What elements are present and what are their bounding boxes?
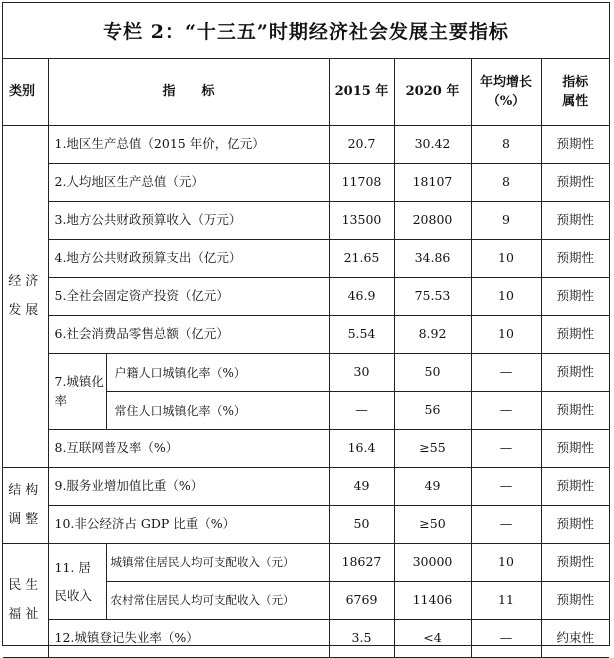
indicator-cell-income: 11. 居 民收入	[48, 544, 106, 620]
table-row	[3, 316, 609, 354]
table-row	[3, 544, 609, 582]
growth-cell: 10	[471, 544, 541, 582]
growth-cell: —	[471, 620, 541, 658]
growth-cell: —	[471, 354, 541, 392]
category-economic: 经济 发展	[3, 126, 48, 468]
attribute-cell: 预期性	[541, 316, 609, 354]
table-row	[3, 164, 609, 202]
indicator-cell-urbanization: 7.城镇化率	[48, 354, 106, 430]
header-category: 类别	[3, 59, 48, 126]
growth-cell: 8	[471, 126, 541, 164]
value-2020: <4	[394, 620, 471, 658]
attribute-cell: 预期性	[541, 468, 609, 506]
value-2020: 56	[394, 392, 471, 430]
growth-cell: —	[471, 392, 541, 430]
value-2020: 20800	[394, 202, 471, 240]
indicator-cell: 6.社会消费品零售总额（亿元）	[48, 316, 329, 354]
table-row	[3, 126, 609, 164]
sub-indicator-cell: 户籍人口城镇化率（%）	[106, 354, 329, 392]
header-growth: 年均增长 （%）	[471, 59, 541, 126]
attribute-cell: 预期性	[541, 164, 609, 202]
indicator-cell: 3.地方公共财政预算收入（万元）	[48, 202, 329, 240]
table-row	[3, 202, 609, 240]
value-2015: 30	[329, 354, 394, 392]
attribute-cell: 约束性	[541, 620, 609, 658]
value-2020: 8.92	[394, 316, 471, 354]
growth-cell: 10	[471, 240, 541, 278]
indicator-cell: 8.互联网普及率（%）	[48, 430, 329, 468]
value-2015: 46.9	[329, 278, 394, 316]
value-2015: 49	[329, 468, 394, 506]
attribute-cell: 预期性	[541, 506, 609, 544]
sub-indicator-cell: 农村常住居民人均可支配收入（元）	[106, 582, 329, 620]
value-2020: 50	[394, 354, 471, 392]
growth-cell: —	[471, 506, 541, 544]
value-2020: 18107	[394, 164, 471, 202]
value-2015: 13500	[329, 202, 394, 240]
attribute-cell: 预期性	[541, 202, 609, 240]
header-2020: 2020 年	[394, 59, 471, 126]
value-2015: 18627	[329, 544, 394, 582]
indicators-table	[3, 58, 609, 658]
growth-cell: 10	[471, 278, 541, 316]
table-row	[3, 620, 609, 658]
growth-cell: —	[471, 430, 541, 468]
table-row	[3, 430, 609, 468]
indicator-cell: 1.地区生产总值（2015 年价，亿元）	[48, 126, 329, 164]
growth-cell: 11	[471, 582, 541, 620]
indicator-cell: 12.城镇登记失业率（%）	[48, 620, 329, 658]
table-title: 专栏 2：“十三五”时期经济社会发展主要指标	[3, 3, 609, 59]
value-2020: ≥55	[394, 430, 471, 468]
sub-indicator-cell: 城镇常住居民人均可支配收入（元）	[106, 544, 329, 582]
table-frame	[2, 2, 610, 646]
value-2015: 5.54	[329, 316, 394, 354]
indicator-cell: 5.全社会固定资产投资（亿元）	[48, 278, 329, 316]
attribute-cell: 预期性	[541, 582, 609, 620]
header-row	[3, 59, 609, 126]
header-indicator: 指标	[48, 59, 329, 126]
value-2020: 34.86	[394, 240, 471, 278]
indicator-cell: 10.非公经济占 GDP 比重（%）	[48, 506, 329, 544]
growth-cell: 10	[471, 316, 541, 354]
value-2020: 75.53	[394, 278, 471, 316]
value-2015: 20.7	[329, 126, 394, 164]
attribute-cell: 预期性	[541, 392, 609, 430]
value-2015: 11708	[329, 164, 394, 202]
attribute-cell: 预期性	[541, 544, 609, 582]
attribute-cell: 预期性	[541, 354, 609, 392]
table-row	[3, 278, 609, 316]
category-structure: 结构 调整	[3, 468, 48, 544]
indicator-cell: 9.服务业增加值比重（%）	[48, 468, 329, 506]
attribute-cell: 预期性	[541, 240, 609, 278]
indicator-cell: 2.人均地区生产总值（元）	[48, 164, 329, 202]
value-2015: 6769	[329, 582, 394, 620]
growth-cell: 9	[471, 202, 541, 240]
value-2020: 30000	[394, 544, 471, 582]
table-row	[3, 240, 609, 278]
value-2015: 21.65	[329, 240, 394, 278]
indicator-cell: 4.地方公共财政预算支出（亿元）	[48, 240, 329, 278]
value-2020: 49	[394, 468, 471, 506]
growth-cell: 8	[471, 164, 541, 202]
value-2020: ≥50	[394, 506, 471, 544]
table-row	[3, 354, 609, 392]
value-2015: 3.5	[329, 620, 394, 658]
attribute-cell: 预期性	[541, 430, 609, 468]
value-2020: 11406	[394, 582, 471, 620]
header-2015: 2015 年	[329, 59, 394, 126]
category-livelihood: 民生 福祉	[3, 544, 48, 658]
sub-indicator-cell: 常住人口城镇化率（%）	[106, 392, 329, 430]
attribute-cell: 预期性	[541, 126, 609, 164]
growth-cell: —	[471, 468, 541, 506]
header-attribute: 指标 属性	[541, 59, 609, 126]
table-row	[3, 506, 609, 544]
value-2020: 30.42	[394, 126, 471, 164]
value-2015: 50	[329, 506, 394, 544]
value-2015: 16.4	[329, 430, 394, 468]
value-2015: —	[329, 392, 394, 430]
attribute-cell: 预期性	[541, 278, 609, 316]
table-row	[3, 468, 609, 506]
